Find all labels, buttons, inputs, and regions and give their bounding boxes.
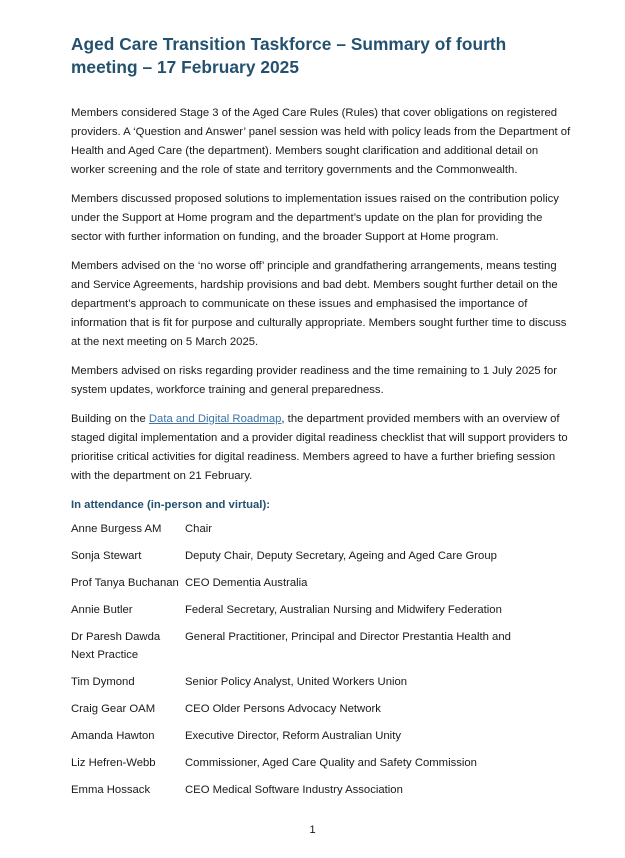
paragraph-digital-roadmap	[71, 410, 573, 486]
page-title: Aged Care Transition Taskforce – Summary of fourth meeting – 17 February 2025	[71, 34, 507, 77]
attendee-role: Federal Secretary, Australian Nursing and Midwifery Federation	[185, 604, 502, 616]
attendee-name: Anne Burgess AM	[71, 523, 162, 535]
attendee-row	[71, 728, 573, 746]
attendance-heading: In attendance (in-person and virtual):	[71, 499, 270, 511]
paragraph-stage3-rules: Members considered Stage 3 of the Aged Care Rules (Rules) that cover obligations on registered providers. A ‘Question and Answer’ panel session was held with policy leads from the Department of Health and Aged Care (the department). Members sought clarification and additional detail on worker screening and the role of state and territory governments and the Commonwealth.	[71, 107, 571, 176]
attendee-role: Executive Director, Reform Australian Unity	[185, 729, 401, 742]
attendee-role: CEO Older Persons Advocacy Network	[185, 702, 381, 715]
attendee-role: Chair	[185, 523, 212, 535]
attendee-name: Liz Hefren-Webb	[71, 756, 156, 769]
attendee-row	[71, 755, 573, 773]
digital-text-before: Building on the	[71, 413, 149, 425]
attendee-name: Dr Paresh Dawda Next Practice	[71, 631, 161, 661]
attendee-name: Emma Hossack	[71, 783, 151, 796]
attendee-row	[71, 602, 573, 620]
attendance-list	[71, 521, 573, 799]
paragraph-no-worse-off: Members advised on the ‘no worse off’ principle and grandfathering arrangements, means testing and Service Agreements, hardship provisions and bad debt. Members sought further detail on the department’s approach to communicate on these issues and emphasised the importance of information that is fit for purpose and culturally appropriate. Members sought further time to discuss at the next meeting on 5 March 2025.	[71, 260, 567, 348]
attendee-name: Sonja Stewart	[71, 550, 142, 562]
attendee-row	[71, 701, 573, 719]
attendee-name: Prof Tanya Buchanan	[71, 577, 179, 589]
attendee-row	[71, 548, 573, 566]
paragraph-contribution-policy: Members discussed proposed solutions to implementation issues raised on the contribution policy under the Support at Home program and the department’s update on the plan for providing the sector with further information on funding, and the broader Support at Home program.	[71, 193, 559, 243]
data-digital-roadmap-link[interactable]: Data and Digital Roadmap	[148, 413, 282, 425]
attendee-role: Senior Policy Analyst, United Workers Union	[185, 675, 408, 688]
attendee-row	[71, 782, 573, 800]
attendee-name: Tim Dymond	[71, 675, 135, 688]
attendee-role: Deputy Chair, Deputy Secretary, Ageing and Aged Care Group	[185, 550, 497, 562]
attendee-name: Craig Gear OAM	[71, 702, 156, 715]
attendee-role: CEO Dementia Australia	[185, 577, 308, 589]
attendee-role: Commissioner, Aged Care Quality and Safety Commission	[185, 756, 477, 769]
attendee-name: Annie Butler	[71, 604, 133, 616]
attendee-row	[71, 575, 573, 593]
attendee-name: Amanda Hawton	[71, 729, 155, 742]
paragraph-provider-readiness: Members advised on risks regarding provider readiness and the time remaining to 1 July 2025 for system updates, workforce training and general preparedness.	[71, 365, 558, 396]
page-number: 1	[309, 824, 316, 836]
attendee-row	[71, 521, 573, 539]
digital-text-after: , the department provided members with an overview of staged digital implementation and a provider digital readiness checklist that will support providers to prioritise critical activities for digital readiness. Members agreed to have a further briefing session with the department on 21 February.	[71, 413, 568, 482]
attendee-role: General Practitioner, Principal and Director Prestantia Health and	[185, 631, 511, 643]
attendee-row	[71, 674, 573, 692]
attendee-row	[71, 629, 573, 664]
attendee-role: CEO Medical Software Industry Association	[185, 783, 403, 796]
